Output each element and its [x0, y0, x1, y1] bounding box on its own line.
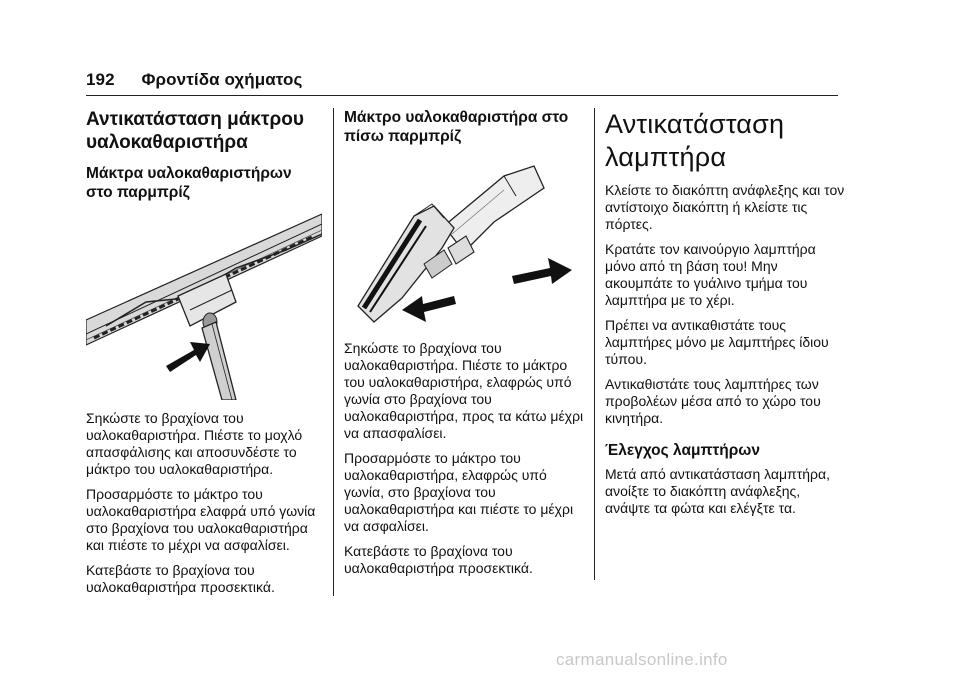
- watermark: carmanualsonline.info: [556, 650, 728, 669]
- paragraph: Σηκώστε το βραχίονα του υαλοκαθαριστήρα. Πιέστε το μάκτρο του υαλοκαθαριστήρα, ελαφρώς υπό γωνία στο βραχίονα του υαλοκαθαριστήρα, προς τα κάτω μέχρι να απασφαλίσει.: [344, 340, 584, 441]
- paragraph: Κρατάτε τον καινούργιο λαμπτήρα μόνο από τη βάση του! Μην ακουμπάτε το γυάλινο τμήμα του λαμπτήρα με το χέρι.: [605, 241, 816, 308]
- page-number: 192: [86, 70, 115, 89]
- column-2: [344, 108, 584, 585]
- windscreen-wiper-illustration: [86, 210, 322, 400]
- paragraph: Αντικαθιστάτε τους λαμπτήρες των προβολέων μέσα από το χώρο του κινητήρα.: [605, 376, 821, 426]
- column-1: [86, 108, 322, 604]
- header-rule: [86, 95, 838, 96]
- paragraph: Σηκώστε το βραχίονα του υαλοκαθαριστήρα. Πιέστε το μοχλό απασφάλισης και αποσυνδέστε το μάκτρο του υαλοκαθαριστήρα.: [86, 410, 303, 477]
- paragraph: Πρέπει να αντικαθιστάτε τους λαμπτήρες μόνο με λαμπτήρες ίδιου τύπου.: [605, 317, 829, 367]
- subheading-windscreen-wipers: Μάκτρα υαλοκαθαριστήρων στο παρμπρίζ: [86, 165, 292, 201]
- paragraph: Κλείστε το διακόπτη ανάφλεξης και τον αντίστοιχο διακόπτη ή κλείστε τις πόρτες.: [605, 182, 845, 232]
- paragraph: Κατεβάστε το βραχίονα του υαλοκαθαριστήρα προσεκτικά.: [86, 562, 275, 595]
- rear-wiper-illustration: [344, 156, 584, 328]
- column-divider-2: [594, 108, 595, 580]
- paragraph: Προσαρμόστε το μάκτρο του υαλοκαθαριστήρα, ελαφρώς υπό γωνία, στο βραχίονα του υαλοκαθαριστήρα και πιέστε το μέχρι να ασφαλίσει.: [344, 450, 574, 534]
- paragraph: Προσαρμόστε το μάκτρο του υαλοκαθαριστήρα ελαφρά υπό γωνία στο βραχίονα του υαλοκαθαριστήρα και πιέστε το μέχρι να ασφαλίσει.: [86, 486, 316, 553]
- paragraph: Μετά από αντικατάσταση λαμπτήρα, ανοίξτε το διακόπτη ανάφλεξης, ανάψτε τα φώτα και ελέγξτε τα.: [605, 466, 830, 516]
- subheading-rear-wiper: Μάκτρο υαλοκαθαριστήρα στο πίσω παρμπρίζ: [344, 109, 569, 145]
- section-heading-wiper-replacement: Αντικατάσταση μάκτρου υαλοκαθαριστήρα: [86, 109, 304, 153]
- subheading-bulb-check: Έλεγχος λαμπτήρων: [605, 442, 761, 459]
- column-3: [605, 108, 845, 525]
- section-heading-bulb-replacement: Αντικατάσταση λαμπτήρα: [605, 109, 785, 172]
- paragraph: Κατεβάστε το βραχίονα του υαλοκαθαριστήρα προσεκτικά.: [344, 543, 533, 576]
- chapter-title: Φροντίδα οχήματος: [141, 70, 303, 89]
- page-header: [86, 70, 302, 90]
- column-divider-1: [333, 108, 334, 596]
